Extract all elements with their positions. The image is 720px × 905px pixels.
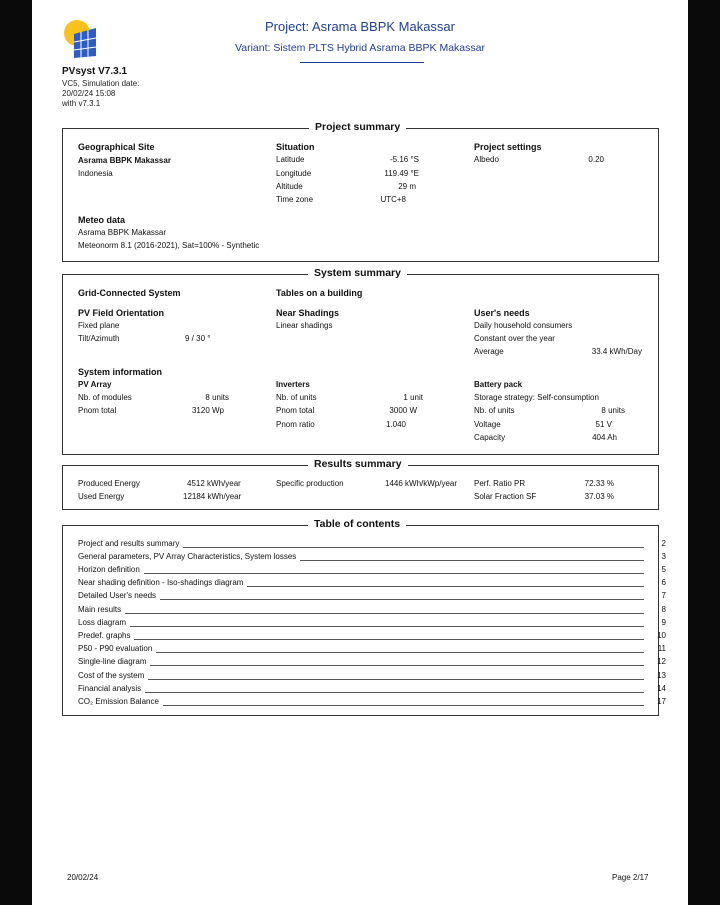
simulation-date: 20/02/24 15:08: [62, 89, 116, 98]
modules-value: 8 units: [205, 393, 229, 402]
toc-item-page: 5: [661, 565, 666, 574]
inverter-count-label: Nb. of units: [276, 393, 317, 402]
performance-ratio-label: Perf. Ratio PR: [474, 479, 526, 488]
solar-fraction-value: 37.03 %: [584, 492, 614, 501]
toc-item-page: 17: [657, 697, 666, 706]
average-value: 33.4 kWh/Day: [591, 347, 642, 356]
toc-item-label: Near shading definition - Iso-shadings diagram: [78, 578, 247, 587]
toc-item[interactable]: [78, 631, 666, 642]
software-version: PVsyst V7.3.1: [62, 66, 128, 77]
site-country: Indonesia: [78, 169, 113, 178]
inverter-pnom-value: 3000 W: [389, 406, 417, 415]
project-title: Project: Asrama BBPK Makassar: [264, 19, 455, 34]
toc-item-label: Predef. graphs: [78, 631, 134, 640]
toc-item-label: Horizon definition: [78, 565, 144, 574]
produced-energy-value: 4512 kWh/year: [187, 479, 241, 488]
toc-item-label: CO₂ Emission Balance: [78, 697, 163, 706]
average-label: Average: [474, 347, 504, 356]
pv-array-heading: PV Array: [78, 380, 112, 389]
results-summary-title: Results summary: [308, 458, 408, 470]
pnom-label: Pnom total: [78, 406, 117, 415]
pnom-value: 3120 Wp: [191, 406, 224, 415]
timezone-value: UTC+8: [380, 195, 406, 204]
inverter-pnom-label: Pnom total: [276, 406, 315, 415]
toc-item-label: Detailed User's needs: [78, 591, 160, 600]
albedo-value: 0.20: [588, 155, 604, 164]
altitude-label: Altitude: [276, 182, 303, 191]
geographical-site-heading: Geographical Site: [78, 142, 155, 152]
tables-on-building-heading: Tables on a building: [276, 288, 363, 298]
specific-production-value: 1446 kWh/kWp/year: [385, 479, 458, 488]
toc-item[interactable]: [78, 684, 666, 695]
toc-item-page: 14: [657, 684, 666, 693]
toc-item[interactable]: [78, 539, 666, 550]
timezone-label: Time zone: [276, 195, 314, 204]
capacity-label: Capacity: [474, 433, 506, 442]
inverters-heading: Inverters: [276, 380, 310, 389]
situation-heading: Situation: [276, 142, 315, 152]
voltage-value: 51 V: [595, 420, 612, 429]
toc-item-label: P50 - P90 evaluation: [78, 644, 156, 653]
tilt-azimuth-label: Tilt/Azimuth: [78, 334, 120, 343]
storage-strategy: Storage strategy: Self-consumption: [474, 393, 599, 402]
meteo-source: Meteonorm 8.1 (2016-2021), Sat=100% - Synthetic: [78, 241, 260, 250]
footer-page-number: Page 2/17: [612, 873, 649, 882]
toc-item-page: 6: [661, 578, 666, 587]
toc-item-page: 12: [657, 657, 666, 666]
tilt-azimuth-value: 9 / 30 °: [185, 334, 211, 343]
toc-item[interactable]: [78, 578, 666, 589]
toc-item-page: 7: [661, 591, 666, 600]
toc-item-page: 11: [657, 644, 666, 653]
toc-item[interactable]: [78, 657, 666, 668]
performance-ratio-value: 72.33 %: [584, 479, 614, 488]
toc-item-label: Single-line diagram: [78, 657, 150, 666]
battery-pack-heading: Battery pack: [474, 380, 523, 389]
toc-item-page: 8: [661, 605, 666, 614]
solar-fraction-label: Solar Fraction SF: [474, 492, 537, 501]
toc-item[interactable]: [78, 644, 666, 655]
toc-item-page: 3: [661, 552, 666, 561]
variant-title: Variant: Sistem PLTS Hybrid Asrama BBPK Makassar: [235, 42, 485, 54]
longitude-label: Longitude: [276, 169, 312, 178]
project-summary-title: Project summary: [309, 121, 406, 133]
toc-item[interactable]: [78, 671, 666, 682]
simulation-version: with v7.3.1: [62, 99, 101, 108]
users-needs-profile: Constant over the year: [474, 334, 555, 343]
toc-item[interactable]: [78, 565, 666, 576]
produced-energy-label: Produced Energy: [78, 479, 140, 488]
toc-item-page: 2: [661, 539, 666, 548]
toc-item[interactable]: [78, 605, 666, 616]
toc-item-label: Financial analysis: [78, 684, 145, 693]
toc-item-page: 9: [661, 618, 666, 627]
system-information-heading: System information: [78, 367, 163, 377]
meteo-site: Asrama BBPK Makassar: [78, 228, 167, 237]
near-shadings-value: Linear shadings: [276, 321, 333, 330]
modules-label: Nb. of modules: [78, 393, 132, 402]
toc-item-label: General parameters, PV Array Characteristics, System losses: [78, 552, 300, 561]
toc-item-label: Project and results summary: [78, 539, 183, 548]
altitude-value: 29 m: [398, 182, 416, 191]
albedo-label: Albedo: [474, 155, 499, 164]
specific-production-label: Specific production: [276, 479, 344, 488]
project-settings-heading: Project settings: [474, 142, 542, 152]
pv-field-orientation-heading: PV Field Orientation: [78, 308, 165, 318]
latitude-value: -5.16 °S: [390, 155, 419, 164]
grid-connected-heading: Grid-Connected System: [78, 288, 181, 298]
toc-item-label: Loss diagram: [78, 618, 130, 627]
toc-item-page: 13: [657, 671, 666, 680]
toc-item-page: 10: [657, 631, 666, 640]
toc-title: Table of contents: [308, 518, 406, 530]
meteo-data-heading: Meteo data: [78, 215, 126, 225]
report-page: [32, 0, 688, 905]
site-name: Asrama BBPK Makassar: [78, 156, 171, 165]
fixed-plane: Fixed plane: [78, 321, 120, 330]
toc-item[interactable]: [78, 552, 666, 563]
battery-count-value: 8 units: [601, 406, 625, 415]
toc-item[interactable]: [78, 697, 666, 708]
title-underline: [300, 62, 424, 63]
capacity-value: 404 Ah: [592, 433, 617, 442]
used-energy-value: 12184 kWh/year: [183, 492, 242, 501]
inverter-count-value: 1 unit: [403, 393, 423, 402]
latitude-label: Latitude: [276, 155, 305, 164]
users-needs-type: Daily household consumers: [474, 321, 573, 330]
users-needs-heading: User's needs: [474, 308, 530, 318]
system-summary-title: System summary: [308, 267, 407, 279]
footer-date: 20/02/24: [67, 873, 99, 882]
longitude-value: 119.49 °E: [384, 169, 419, 178]
simulation-info-line1: VC5, Simulation date:: [62, 79, 140, 88]
battery-count-label: Nb. of units: [474, 406, 515, 415]
toc-item-label: Cost of the system: [78, 671, 148, 680]
toc-item-label: Main results: [78, 605, 125, 614]
toc-item[interactable]: [78, 591, 666, 602]
pnom-ratio-value: 1.040: [385, 420, 406, 429]
toc-item[interactable]: [78, 618, 666, 629]
voltage-label: Voltage: [474, 420, 501, 429]
used-energy-label: Used Energy: [78, 492, 125, 501]
near-shadings-heading: Near Shadings: [276, 308, 340, 318]
pnom-ratio-label: Pnom ratio: [276, 420, 315, 429]
